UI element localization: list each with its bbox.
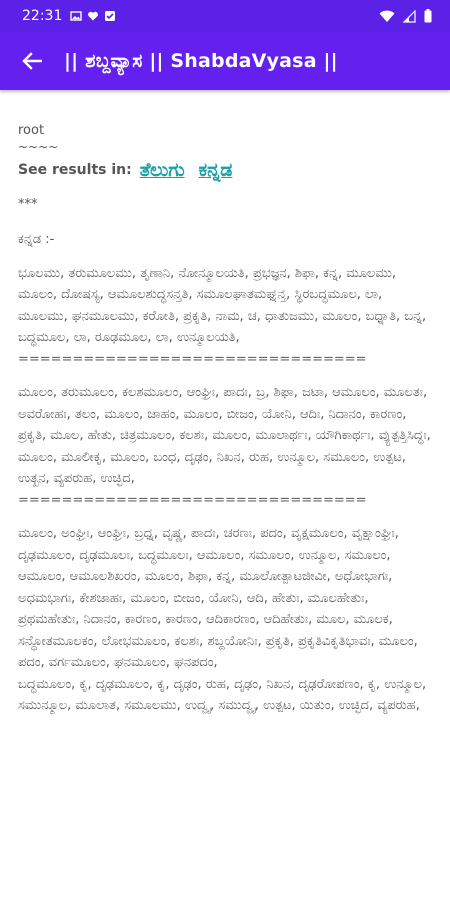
app-bar [0,32,450,90]
result-content [0,90,450,717]
meaning-paragraph: ಮೂಲಂ, ತರುಮೂಲಂ, ಕಲಶಮೂಲಂ, ಆಂಘ್ರಿಃ, ಪಾದಃ, ಬ್ರ, ಶಿಫಾ, ಜಟಾ, ಆಮೂಲಂ, ಮೂಲತಃ, ಅವರೋಹಃ, ತಲಂ, ಮೂಲಂ, ಜಾಹಂ, ಮೂಲಂ, ಬೀಜಂ, ಯೋನಿ, ಆದಿಃ, ನಿದಾನಂ, ಕಾರಣಂ, ಪ್ರಕೃತಿ, ಮೂಲ, ಹೇತು, ಚಿತ್ರಮೂಲಂ, ಕಲಶಃ, ಮೂಲಂ, ಮೂಲಾರ್ಥಃ, ಯೌಗಿಕಾರ್ಥಃ, ವ್ಯುತ್ಪತ್ತಿಸಿದ್ಧಃ, ಮೂಲಂ, ಮೂಲೀಕೃ, ಮೂಲಂ, ಬಂಧ, ದೃಢಂ, ನಿಖನ, ರುಹ, ಉನ್ಮೂಲ, ಸಮೂಲಂ, ಉತ್ಪಟ, ಉತ್ಖನ, ವ್ಯಪರುಹ, ಉಚ್ಛಿದ, [18,385,431,486]
back-button[interactable] [0,32,64,90]
status-time: 22:31 [22,8,63,24]
link-telugu[interactable]: ತೆಲುಗು [139,158,185,181]
image-icon [70,10,82,22]
wifi-icon [379,10,395,23]
arrow-back-icon [22,52,42,70]
meaning-text: ಬದ್ಧಮೂಲಂ, ಕೃ, ದೃಢಮೂಲಂ, ಕೃ, ದೃಢಂ, ರುಹ, ದೃಢಂ, ನಿಖನ, ದೃಢರೋಪಣಂ, ಕೃ, ಉನ್ಮೂಲ, ಸಮುನ್ಮೂಲ, ಮೂಲಾತ, ಸಮೂಲಮು, ಉದ್ವೃ, ಸಮುದ್ವೃ, ಉತ್ಪಟ, ಯಿತುಂ, ಉಚ್ಛಿದ, ವ್ಯಪರುಹ, [18,676,427,713]
meaning-paragraph: ಭೂಲಮು, ತರುಮೂಲಮು, ತೃಣಾನಿ, ನೋನ್ಮೂಲಯತಿ, ಪ್ರಭಜ್ಞನ, ಶಿಫಾ, ಕನ್ನ, ಮೂಲಮು, ಮೂಲಂ, ದೋಷಸ್ಯ, ಆಮೂಲಶುದ್ಧಸನ್ತತಿ, ಸಮೂಲಘಾತಮಘ್ನನ್ತ, ಸ್ಥಿರಬದ್ಧಮೂಲ, ಲಾ, ಮೂಲಮು, ಘನಮೂಲಮು, ಕರೋತಿ, ಪ್ರಕೃತಿ, ನಾಮ, ಚ, ಧಾತುಜಮು, ಮೂಲಂ, ಬಧ್ನಾತಿ, ಬನ್ನ, ಬದ್ಧಮೂಲ, ಲಾ, ರೂಢಮೂಲ, ಲಾ, ಉನ್ಮೂಲಯತಿ, [18,265,427,345]
word-underline: ~~~~ [18,139,59,154]
stars-divider: *** [18,196,38,212]
battery-icon [424,9,432,23]
see-results-row [18,154,432,188]
heart-icon [87,10,99,22]
see-results-label: See results in: [18,161,132,178]
checkbox-icon [104,10,116,22]
signal-icon [403,10,416,23]
separator: ================================ [18,492,367,508]
link-kannada[interactable]: ಕನ್ನಡ [198,158,233,181]
status-right [379,9,432,23]
status-left [22,8,116,24]
page-title: || ಶಬ್ದವ್ಯಾಸ || ShabdaVyasa || [64,50,338,72]
language-heading: ಕನ್ನಡ :- [18,232,55,247]
meaning-text: ಮೂಲಂ, ಅಂಘ್ರಿಃ, ಆಂಘ್ರಿಃ, ಬ್ರಧ್ನ, ವೃಷ್ಣ, ಪಾದಃ, ಚರಣಃ, ಪದಂ, ವೃಕ್ಷಮೂಲಂ, ವೃಕ್ಷಾಂಘ್ರಿಃ, ದೃಢಮೂಲಂ, ದೃಢಮೂಲಃ, ಬದ್ಧಮೂಲಃ, ಆಮೂಲಂ, ಸಮೂಲಂ, ಉನ್ಮೂಲ, ಸಮೂಲಂ, ಆಮೂಲಂ, ಆಮೂಲಶಿಖರಂ, ಮೂಲಂ, ಶಿಫಾ, ಕನ್ನ, ಮೂಲೋತ್ಪಾಟಜೀವೀ, ಅಧೋಭಾಗಃ, ಅಧಮಭಾಗಃ, ಕೇಶಜಾಹಃ, ಮೂಲಂ, ಬೀಜಂ, ಯೋನಿ, ಆದಿ, ಹೇತುಃ, ಮೂಲಹೇತುಃ, ಪ್ರಥಮಹೇತುಃ, ನಿದಾನಂ, ಕಾರಣಂ, ಕಾರಣಂ, ಆದಿಕಾರಣಂ, ಆದಿಹೇತುಃ, ಮೂಲ, ಮೂಲಕ, ಸನ್ಧೋತಮೂಲಕಂ, ಲೋಭಮೂಲಂ, ಕಲಶಃ, ಶಬ್ದಯೋನಿಃ, ಪ್ರಕೃತಿ, ಪ್ರಕೃತಿವಿಕೃತಿಭಾವಃ, ಮೂಲಂ, ಪದಂ, ವರ್ಗಮೂಲಂ, ಘನಮೂಲಂ, ಘನಪದಂ, [18,526,418,670]
separator: ================================ [18,351,367,367]
status-bar [0,0,450,32]
notification-icons [70,10,116,22]
search-word: root [18,123,45,138]
meaning-paragraph [18,523,432,717]
